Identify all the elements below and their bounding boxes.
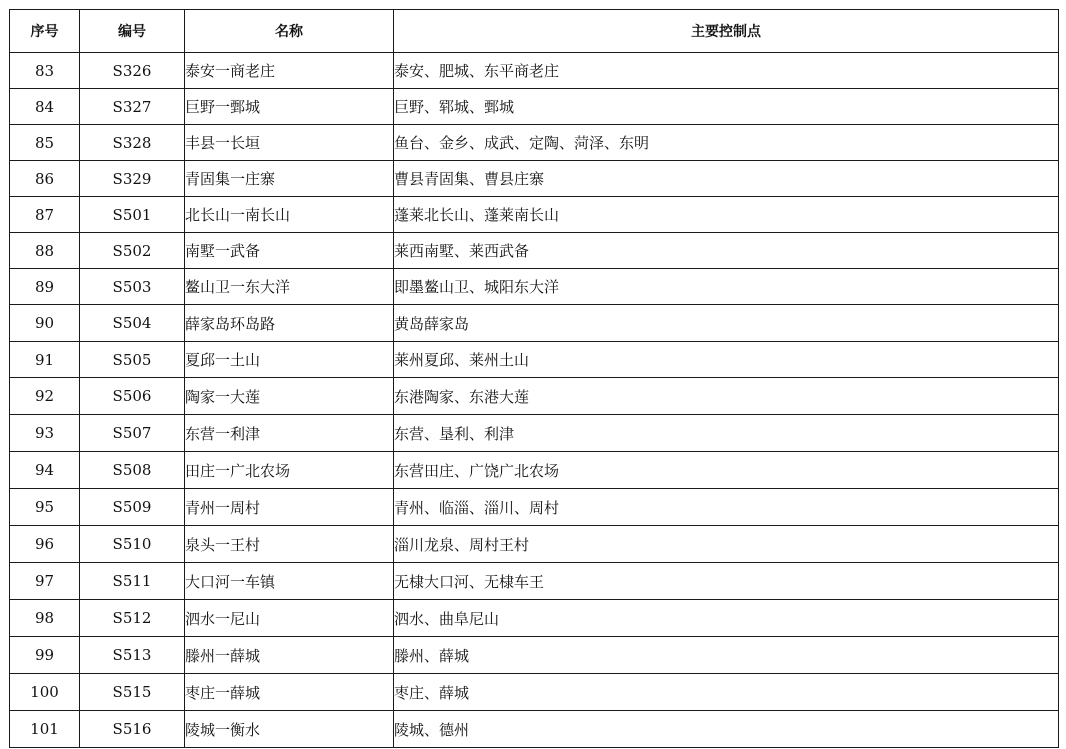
cell-control: 泰安、肥城、东平商老庄 [394, 53, 1059, 89]
cell-control: 莱州夏邱、莱州土山 [394, 342, 1059, 378]
cell-name: 陵城一衡水 [185, 711, 394, 748]
cell-name: 鳌山卫一东大洋 [185, 269, 394, 305]
cell-control: 滕州、薛城 [394, 637, 1059, 674]
cell-seq: 90 [10, 305, 80, 342]
cell-seq: 99 [10, 637, 80, 674]
table-row [10, 342, 1059, 378]
cell-code: S505 [80, 342, 185, 378]
cell-code: S511 [80, 563, 185, 600]
cell-name: 泗水一尼山 [185, 600, 394, 637]
cell-code: S516 [80, 711, 185, 748]
cell-name: 青固集一庄寨 [185, 161, 394, 197]
cell-control: 巨野、郓城、鄄城 [394, 89, 1059, 125]
cell-name: 巨野一鄄城 [185, 89, 394, 125]
cell-code: S328 [80, 125, 185, 161]
cell-seq: 91 [10, 342, 80, 378]
cell-seq: 89 [10, 269, 80, 305]
table-row [10, 452, 1059, 489]
table-row [10, 526, 1059, 563]
cell-control: 枣庄、薛城 [394, 674, 1059, 711]
table-row [10, 305, 1059, 342]
cell-code: S512 [80, 600, 185, 637]
cell-seq: 94 [10, 452, 80, 489]
table-row [10, 53, 1059, 89]
cell-seq: 87 [10, 197, 80, 233]
header-control: 主要控制点 [394, 10, 1059, 53]
cell-seq: 84 [10, 89, 80, 125]
cell-seq: 96 [10, 526, 80, 563]
cell-name: 北长山一南长山 [185, 197, 394, 233]
cell-seq: 92 [10, 378, 80, 415]
cell-name: 东营一利津 [185, 415, 394, 452]
table-row [10, 161, 1059, 197]
cell-control: 蓬莱北长山、蓬莱南长山 [394, 197, 1059, 233]
cell-control: 东营田庄、广饶广北农场 [394, 452, 1059, 489]
cell-code: S507 [80, 415, 185, 452]
header-seq: 序号 [10, 10, 80, 53]
cell-code: S501 [80, 197, 185, 233]
table-body [10, 53, 1059, 748]
cell-name: 大口河一车镇 [185, 563, 394, 600]
cell-control: 东营、垦利、利津 [394, 415, 1059, 452]
cell-name: 薛家岛环岛路 [185, 305, 394, 342]
cell-control: 陵城、德州 [394, 711, 1059, 748]
table-row [10, 378, 1059, 415]
table-row [10, 125, 1059, 161]
table-row [10, 415, 1059, 452]
table-row [10, 711, 1059, 748]
cell-control: 淄川龙泉、周村王村 [394, 526, 1059, 563]
table-row [10, 233, 1059, 269]
cell-control: 泗水、曲阜尼山 [394, 600, 1059, 637]
cell-name: 滕州一薛城 [185, 637, 394, 674]
cell-seq: 83 [10, 53, 80, 89]
cell-code: S504 [80, 305, 185, 342]
cell-code: S506 [80, 378, 185, 415]
cell-seq: 98 [10, 600, 80, 637]
cell-code: S327 [80, 89, 185, 125]
cell-code: S508 [80, 452, 185, 489]
table-row [10, 563, 1059, 600]
cell-code: S329 [80, 161, 185, 197]
table-row [10, 89, 1059, 125]
cell-seq: 85 [10, 125, 80, 161]
table-row [10, 197, 1059, 233]
cell-seq: 86 [10, 161, 80, 197]
cell-code: S502 [80, 233, 185, 269]
cell-seq: 97 [10, 563, 80, 600]
cell-name: 泉头一王村 [185, 526, 394, 563]
cell-name: 泰安一商老庄 [185, 53, 394, 89]
cell-control: 无棣大口河、无棣车王 [394, 563, 1059, 600]
cell-name: 丰县一长垣 [185, 125, 394, 161]
cell-control: 即墨鳌山卫、城阳东大洋 [394, 269, 1059, 305]
cell-name: 枣庄一薛城 [185, 674, 394, 711]
table-row [10, 637, 1059, 674]
cell-control: 东港陶家、东港大莲 [394, 378, 1059, 415]
cell-code: S503 [80, 269, 185, 305]
cell-code: S513 [80, 637, 185, 674]
cell-name: 陶家一大莲 [185, 378, 394, 415]
cell-name: 南墅一武备 [185, 233, 394, 269]
table-row [10, 600, 1059, 637]
cell-seq: 100 [10, 674, 80, 711]
header-code: 编号 [80, 10, 185, 53]
table-row [10, 674, 1059, 711]
cell-name: 田庄一广北农场 [185, 452, 394, 489]
cell-control: 鱼台、金乡、成武、定陶、菏泽、东明 [394, 125, 1059, 161]
cell-code: S515 [80, 674, 185, 711]
header-name: 名称 [185, 10, 394, 53]
header-row [10, 10, 1059, 53]
cell-seq: 95 [10, 489, 80, 526]
cell-seq: 93 [10, 415, 80, 452]
cell-code: S510 [80, 526, 185, 563]
table-row [10, 269, 1059, 305]
table-row [10, 489, 1059, 526]
cell-code: S509 [80, 489, 185, 526]
cell-name: 青州一周村 [185, 489, 394, 526]
cell-control: 曹县青固集、曹县庄寨 [394, 161, 1059, 197]
cell-control: 青州、临淄、淄川、周村 [394, 489, 1059, 526]
cell-control: 莱西南墅、莱西武备 [394, 233, 1059, 269]
cell-seq: 101 [10, 711, 80, 748]
road-table [9, 9, 1059, 748]
cell-name: 夏邱一土山 [185, 342, 394, 378]
cell-code: S326 [80, 53, 185, 89]
cell-control: 黄岛薛家岛 [394, 305, 1059, 342]
cell-seq: 88 [10, 233, 80, 269]
